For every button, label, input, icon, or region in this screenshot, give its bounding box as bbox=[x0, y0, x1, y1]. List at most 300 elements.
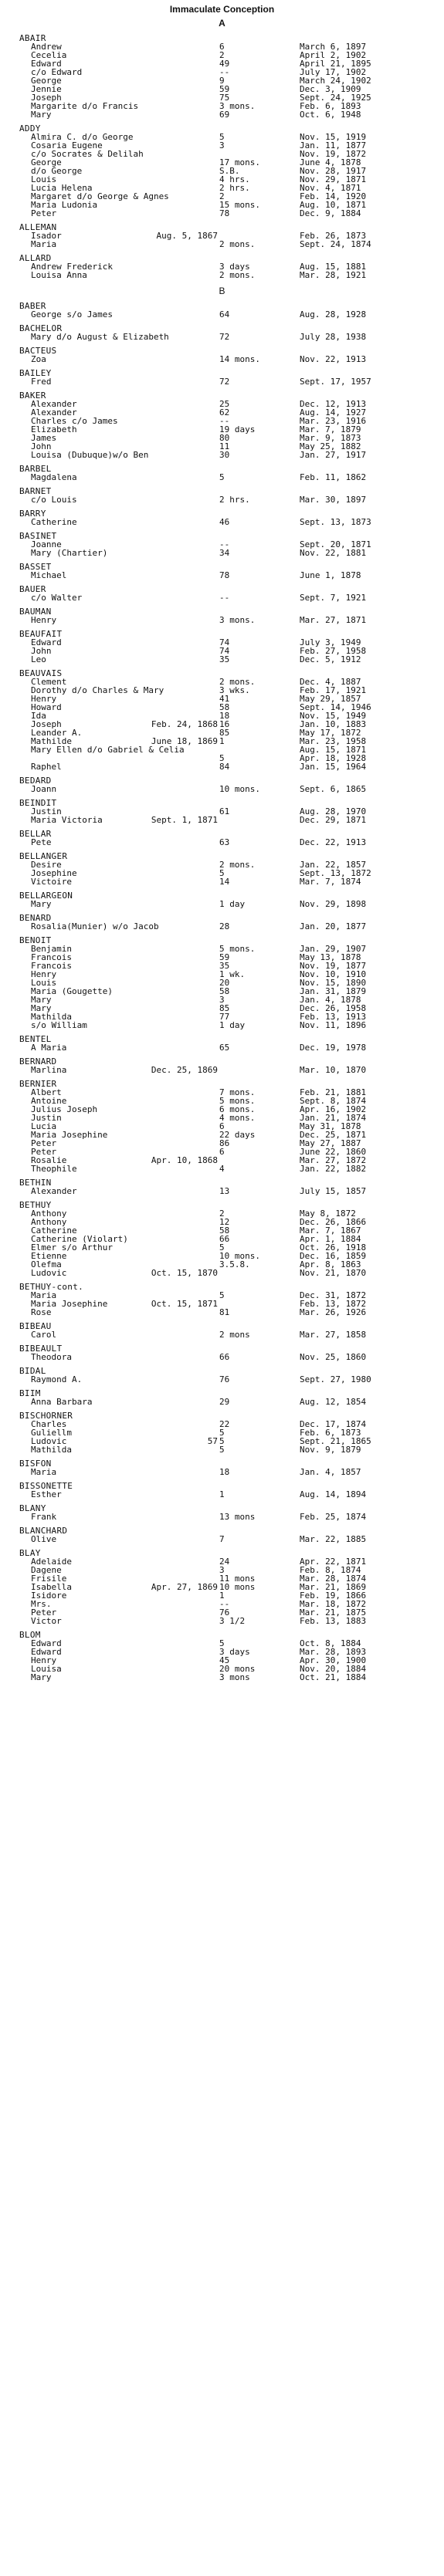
entry-birth-date: Apr. 10, 1868 bbox=[151, 1155, 218, 1165]
entry-name: Zoa bbox=[31, 354, 46, 364]
surname: BELLANGER bbox=[19, 851, 68, 861]
entry-age: 10 mons bbox=[219, 1582, 256, 1592]
entry-age: 14 bbox=[219, 877, 230, 887]
entry-name: Louis bbox=[31, 174, 57, 184]
surname-group bbox=[0, 223, 444, 248]
entry-death-date: Mar. 21, 1869 bbox=[300, 1582, 367, 1592]
entry-death-date: June 22, 1860 bbox=[300, 1147, 367, 1157]
surname-group bbox=[0, 347, 444, 363]
entry-age: 81 bbox=[219, 1307, 230, 1317]
entry-row bbox=[0, 838, 444, 847]
entry-age: 17 mons. bbox=[219, 157, 260, 167]
surname: BASSET bbox=[19, 562, 52, 572]
entry-name: Catherine (Violart) bbox=[31, 1234, 128, 1244]
surname-group bbox=[0, 369, 444, 386]
entry-name: Mrs. bbox=[31, 1599, 52, 1609]
entry-death-date: Nov. 19, 1872 bbox=[300, 149, 367, 159]
entry-age: 2 bbox=[219, 191, 225, 201]
entry-death-date: Apr. 16, 1902 bbox=[300, 1104, 367, 1114]
entry-age: 7 mons. bbox=[219, 1087, 256, 1097]
entry-name: Maria bbox=[31, 239, 57, 249]
entry-row bbox=[0, 310, 444, 319]
entry-name: Mary bbox=[31, 1672, 52, 1682]
entry-death-date: Jan. 4, 1857 bbox=[300, 1467, 361, 1477]
entry-age: 78 bbox=[219, 570, 230, 580]
entry-death-date: Aug. 14, 1894 bbox=[300, 1489, 367, 1499]
entry-name: Pete bbox=[31, 837, 52, 847]
surname: BISSONETTE bbox=[19, 1481, 73, 1491]
entry-age: 5 bbox=[219, 1428, 225, 1438]
entry-age: 4 hrs. bbox=[219, 174, 250, 184]
entry-death-date: Oct. 8, 1884 bbox=[300, 1638, 361, 1648]
entry-death-date: June 4, 1878 bbox=[300, 157, 361, 167]
entry-name: Mary Ellen d/o Gabriel & Celia bbox=[31, 745, 185, 755]
entry-death-date: Nov. 22, 1913 bbox=[300, 354, 367, 364]
entry-row bbox=[0, 1445, 444, 1454]
entry-age: 13 bbox=[219, 1186, 230, 1196]
entry-name: Carol bbox=[31, 1330, 57, 1340]
entry-age: S.B. bbox=[219, 166, 240, 176]
entry-death-date: Feb. 25, 1874 bbox=[300, 1512, 367, 1522]
entry-death-date: Nov. 28, 1917 bbox=[300, 166, 367, 176]
entry-birth-date: 57 bbox=[207, 1436, 218, 1446]
surname-group bbox=[0, 936, 444, 1029]
entry-name: Maria Victoria bbox=[31, 815, 103, 825]
surname-group bbox=[0, 1283, 444, 1317]
surname-group bbox=[0, 630, 444, 664]
entry-age: 3.5.8. bbox=[219, 1259, 250, 1269]
entry-age: 86 bbox=[219, 1138, 230, 1148]
entry-death-date: Dec. 4, 1887 bbox=[300, 677, 361, 687]
entry-row bbox=[0, 473, 444, 482]
entry-age: 59 bbox=[219, 84, 230, 94]
entry-age: 3 wks. bbox=[219, 685, 250, 695]
entry-age: 72 bbox=[219, 332, 230, 342]
surname: BACHELOR bbox=[19, 323, 63, 333]
entry-name: d/o George bbox=[31, 166, 83, 176]
surname: BLANCHARD bbox=[19, 1526, 68, 1536]
surname-group bbox=[0, 799, 444, 824]
entry-age: 2 mons. bbox=[219, 270, 256, 280]
entry-name: c/o Edward bbox=[31, 67, 83, 77]
entry-age: 25 bbox=[219, 399, 230, 409]
entry-age: 2 bbox=[219, 50, 225, 60]
entry-death-date: Feb. 6, 1893 bbox=[300, 101, 361, 111]
entry-row bbox=[0, 1165, 444, 1173]
entry-age: 3 bbox=[219, 995, 225, 1005]
surname-group bbox=[0, 465, 444, 482]
entry-age: 28 bbox=[219, 921, 230, 931]
entry-age: 5 bbox=[219, 1436, 225, 1446]
entry-name: Cosaria Eugene bbox=[31, 140, 103, 150]
entry-death-date: Feb. 17, 1921 bbox=[300, 685, 367, 695]
entry-death-date: Feb. 13, 1872 bbox=[300, 1299, 367, 1309]
entry-name: Raymond A. bbox=[31, 1374, 83, 1384]
entry-age: 20 mons bbox=[219, 1664, 256, 1674]
entry-age: 16 bbox=[219, 719, 230, 729]
entry-name: Mary bbox=[31, 899, 52, 909]
entry-death-date: Jan. 11, 1877 bbox=[300, 140, 367, 150]
entry-death-date: July 15, 1857 bbox=[300, 1186, 367, 1196]
entry-age: 7 bbox=[219, 1534, 225, 1544]
entry-death-date: Mar. 7, 1867 bbox=[300, 1225, 361, 1236]
entry-row bbox=[0, 1043, 444, 1052]
entry-age: 24 bbox=[219, 1557, 230, 1567]
entry-death-date: Nov. 20, 1884 bbox=[300, 1664, 367, 1674]
entry-birth-date: Dec. 25, 1869 bbox=[151, 1065, 218, 1075]
surname: BASINET bbox=[19, 531, 57, 541]
entry-name: John bbox=[31, 646, 52, 656]
entry-row bbox=[0, 1673, 444, 1682]
entry-name: Almira C. d/o George bbox=[31, 132, 134, 142]
surname: BISFON bbox=[19, 1459, 52, 1469]
entry-age: -- bbox=[219, 416, 230, 426]
entry-name: Margarite d/o Francis bbox=[31, 101, 139, 111]
entry-death-date: Dec. 29, 1871 bbox=[300, 815, 367, 825]
surname-group bbox=[0, 1035, 444, 1052]
entry-name: Leander A. bbox=[31, 728, 83, 738]
entry-age: 18 bbox=[219, 1467, 230, 1477]
surname: BLOM bbox=[19, 1630, 41, 1640]
entry-death-date: May 13, 1878 bbox=[300, 952, 361, 962]
entry-age: 66 bbox=[219, 1234, 230, 1244]
entry-age: 49 bbox=[219, 59, 230, 69]
entry-death-date: Apr. 8, 1863 bbox=[300, 1259, 361, 1269]
entry-age: 2 mons bbox=[219, 1330, 250, 1340]
entry-name: Maria (Gougette) bbox=[31, 986, 113, 996]
entry-death-date: Jan. 22, 1857 bbox=[300, 860, 367, 870]
surname-group bbox=[0, 669, 444, 771]
entry-death-date: Jan. 20, 1877 bbox=[300, 921, 367, 931]
entry-name: Josephine bbox=[31, 868, 77, 878]
entry-name: Mary d/o August & Elizabeth bbox=[31, 332, 169, 342]
entry-name: Joseph bbox=[31, 719, 62, 729]
entry-row bbox=[0, 1398, 444, 1406]
entry-name: Catherine bbox=[31, 1225, 77, 1236]
entry-age: 5 bbox=[219, 1242, 225, 1253]
entry-death-date: Nov. 4, 1871 bbox=[300, 183, 361, 193]
entry-death-date: Feb. 8, 1874 bbox=[300, 1565, 361, 1575]
entry-death-date: Dec. 25, 1871 bbox=[300, 1130, 367, 1140]
entry-name: Edward bbox=[31, 637, 62, 647]
entry-name: Marlina bbox=[31, 1065, 67, 1075]
surname: BAKER bbox=[19, 390, 46, 401]
entry-age: 3 mons bbox=[219, 1672, 250, 1682]
entry-row bbox=[0, 762, 444, 771]
entry-row bbox=[0, 495, 444, 504]
entry-age: 80 bbox=[219, 433, 230, 443]
entry-age: 84 bbox=[219, 762, 230, 772]
entry-name: Maria Josephine bbox=[31, 1299, 108, 1309]
entry-death-date: July 28, 1938 bbox=[300, 332, 367, 342]
surname: ADDY bbox=[19, 123, 41, 134]
entry-age: 1 bbox=[219, 1489, 225, 1499]
entry-death-date: Apr. 22, 1871 bbox=[300, 1557, 367, 1567]
entry-age: 30 bbox=[219, 450, 230, 460]
entry-row bbox=[0, 816, 444, 824]
surname-group bbox=[0, 563, 444, 580]
surname: BELLAR bbox=[19, 829, 52, 839]
entry-age: 45 bbox=[219, 1655, 230, 1665]
entry-age: 66 bbox=[219, 1352, 230, 1362]
surname: BEAUVAIS bbox=[19, 668, 63, 678]
entry-name: Mathilde bbox=[31, 736, 72, 746]
entry-name: Lucia Helena bbox=[31, 183, 93, 193]
entry-death-date: July 3, 1949 bbox=[300, 637, 361, 647]
entry-death-date: Nov. 29, 1871 bbox=[300, 174, 367, 184]
surname-group bbox=[0, 254, 444, 279]
entry-age: 20 bbox=[219, 978, 230, 988]
entry-name: Dagene bbox=[31, 1565, 62, 1575]
entry-age: 58 bbox=[219, 702, 230, 712]
entry-row bbox=[0, 1269, 444, 1277]
entry-death-date: Sept. 24, 1874 bbox=[300, 239, 371, 249]
entry-age: 58 bbox=[219, 1225, 230, 1236]
entry-age: 75 bbox=[219, 93, 230, 103]
surname: BABER bbox=[19, 301, 46, 311]
entry-age: 65 bbox=[219, 1043, 230, 1053]
entry-death-date: Dec. 9, 1884 bbox=[300, 208, 361, 218]
entry-row bbox=[0, 1021, 444, 1029]
entry-row bbox=[0, 1148, 444, 1156]
surname-group bbox=[0, 509, 444, 526]
entry-name: Charles bbox=[31, 1419, 67, 1429]
entry-name: Francois bbox=[31, 961, 72, 971]
entry-age: 1 bbox=[219, 1591, 225, 1601]
entry-death-date: Oct. 21, 1884 bbox=[300, 1672, 367, 1682]
entry-row bbox=[0, 1066, 444, 1074]
entry-death-date: Feb. 26, 1873 bbox=[300, 231, 367, 241]
entry-age: 3 bbox=[219, 1565, 225, 1575]
entry-row bbox=[0, 1353, 444, 1361]
surname-group bbox=[0, 1482, 444, 1499]
entry-age: 2 hrs. bbox=[219, 495, 250, 505]
surname: BLAY bbox=[19, 1548, 41, 1558]
entry-death-date: Jan. 22, 1882 bbox=[300, 1164, 367, 1174]
entry-name: Desire bbox=[31, 860, 62, 870]
entry-age: 5 bbox=[219, 1445, 225, 1455]
entry-age: 64 bbox=[219, 309, 230, 319]
entry-name: Victoire bbox=[31, 877, 72, 887]
entry-row bbox=[0, 333, 444, 341]
entry-death-date: Sept. 17, 1957 bbox=[300, 377, 371, 387]
entry-age: 2 hrs. bbox=[219, 183, 250, 193]
entry-name: Benjamin bbox=[31, 944, 72, 954]
entry-death-date: Mar. 27, 1871 bbox=[300, 615, 367, 625]
entry-birth-date: Apr. 27, 1869 bbox=[151, 1582, 218, 1592]
entry-age: 5 bbox=[219, 1290, 225, 1300]
entry-death-date: Mar. 21, 1875 bbox=[300, 1607, 367, 1618]
entry-name: Isidore bbox=[31, 1591, 67, 1601]
entry-name: Henry bbox=[31, 615, 57, 625]
entry-name: Esther bbox=[31, 1489, 62, 1499]
entry-name: Cecelia bbox=[31, 50, 67, 60]
entry-name: Maria bbox=[31, 1467, 57, 1477]
entry-age: 22 bbox=[219, 1419, 230, 1429]
surname: BAUMAN bbox=[19, 607, 52, 617]
entry-age: 1 bbox=[219, 736, 225, 746]
entry-death-date: Dec. 12, 1913 bbox=[300, 399, 367, 409]
surname-group bbox=[0, 487, 444, 504]
entry-death-date: Nov. 15, 1919 bbox=[300, 132, 367, 142]
entry-death-date: Apr. 30, 1900 bbox=[300, 1655, 367, 1665]
entry-death-date: Mar. 23, 1958 bbox=[300, 736, 367, 746]
entry-row bbox=[0, 785, 444, 793]
entry-age: 85 bbox=[219, 728, 230, 738]
entry-age: 85 bbox=[219, 1003, 230, 1013]
entry-name: s/o William bbox=[31, 1020, 87, 1030]
entry-name: Anthony bbox=[31, 1209, 67, 1219]
entry-death-date: Nov. 21, 1870 bbox=[300, 1268, 367, 1278]
surname-group bbox=[0, 1057, 444, 1074]
entry-age: 10 mons. bbox=[219, 1251, 260, 1261]
entry-row bbox=[0, 593, 444, 602]
entry-age: 35 bbox=[219, 654, 230, 664]
surname: BEINDIT bbox=[19, 798, 57, 808]
entry-name: Isador bbox=[31, 231, 62, 241]
entry-death-date: Mar. 22, 1885 bbox=[300, 1534, 367, 1544]
entry-age: 15 mons. bbox=[219, 200, 260, 210]
entry-death-date: Sept. 24, 1925 bbox=[300, 93, 371, 103]
entry-name: George bbox=[31, 157, 62, 167]
entry-death-date: Mar. 28, 1874 bbox=[300, 1574, 367, 1584]
entry-row bbox=[0, 1330, 444, 1339]
entry-death-date: Mar. 26, 1926 bbox=[300, 1307, 367, 1317]
entry-age: 76 bbox=[219, 1374, 230, 1384]
entry-name: Guliellm bbox=[31, 1428, 72, 1438]
entry-death-date: April 21, 1895 bbox=[300, 59, 371, 69]
entry-age: 35 bbox=[219, 961, 230, 971]
entry-name: Lucia bbox=[31, 1121, 57, 1131]
surname-group bbox=[0, 324, 444, 341]
entry-row bbox=[0, 571, 444, 580]
entry-age: 2 mons. bbox=[219, 860, 256, 870]
entry-name: Edward bbox=[31, 1647, 62, 1657]
entry-row bbox=[0, 1468, 444, 1476]
surname: ABAIR bbox=[19, 33, 46, 43]
entry-row bbox=[0, 1308, 444, 1317]
entry-name: Dorothy d/o Charles & Mary bbox=[31, 685, 164, 695]
entry-death-date: Dec. 5, 1912 bbox=[300, 654, 361, 664]
entry-age: 14 mons. bbox=[219, 354, 260, 364]
surname: BLANY bbox=[19, 1503, 46, 1513]
surname-group bbox=[0, 1504, 444, 1521]
surname-group bbox=[0, 1178, 444, 1195]
entry-name: Charles c/o James bbox=[31, 416, 118, 426]
surname-group bbox=[0, 1411, 444, 1454]
entry-age: 41 bbox=[219, 694, 230, 704]
entry-age: 78 bbox=[219, 208, 230, 218]
entry-death-date: Sept. 20, 1871 bbox=[300, 539, 371, 549]
surname-group bbox=[0, 1201, 444, 1277]
entry-birth-date: Sept. 1, 1871 bbox=[151, 815, 218, 825]
surname-group bbox=[0, 1367, 444, 1384]
entry-age: 12 bbox=[219, 1217, 230, 1227]
entry-name: Theophile bbox=[31, 1164, 77, 1174]
section-letter: A bbox=[219, 18, 225, 29]
entry-row bbox=[0, 451, 444, 459]
entry-death-date: Dec. 22, 1913 bbox=[300, 837, 367, 847]
surname: ALLARD bbox=[19, 253, 52, 263]
entry-name: Michael bbox=[31, 570, 67, 580]
entry-row bbox=[0, 355, 444, 363]
surname: BACTEUS bbox=[19, 346, 57, 356]
entry-death-date: Nov. 25, 1860 bbox=[300, 1352, 367, 1362]
entry-death-date: Jan. 27, 1917 bbox=[300, 450, 367, 460]
entry-age: -- bbox=[219, 539, 230, 549]
entry-name: Jennie bbox=[31, 84, 62, 94]
surname: BAUER bbox=[19, 584, 46, 594]
entry-age: 13 mons bbox=[219, 1512, 256, 1522]
entry-name: Albert bbox=[31, 1087, 62, 1097]
entry-name: Anna Barbara bbox=[31, 1397, 93, 1407]
entry-row bbox=[0, 1513, 444, 1521]
entry-name: Rosalie bbox=[31, 1155, 67, 1165]
entry-row bbox=[0, 1375, 444, 1384]
surname: BARRY bbox=[19, 509, 46, 519]
entry-age: 11 mons bbox=[219, 1574, 256, 1584]
entry-name: Maria bbox=[31, 1290, 57, 1300]
entry-row bbox=[0, 209, 444, 218]
entry-birth-date: Oct. 15, 1870 bbox=[151, 1268, 218, 1278]
entry-row bbox=[0, 1187, 444, 1195]
entry-age: 6 mons. bbox=[219, 1104, 256, 1114]
entry-name: Peter bbox=[31, 1147, 57, 1157]
entry-name: c/o Socrates & Delilah bbox=[31, 149, 144, 159]
entry-death-date: Dec. 3, 1909 bbox=[300, 84, 361, 94]
surname-group bbox=[0, 391, 444, 459]
entry-age: 6 bbox=[219, 1147, 225, 1157]
entry-death-date: Mar. 9, 1873 bbox=[300, 433, 361, 443]
entry-row bbox=[0, 1490, 444, 1499]
surname-group bbox=[0, 914, 444, 931]
entry-name: Alexander bbox=[31, 407, 77, 418]
entry-name: Henry bbox=[31, 694, 57, 704]
entry-death-date: Mar. 18, 1872 bbox=[300, 1599, 367, 1609]
entry-age: 6 bbox=[219, 42, 225, 52]
entry-death-date: May 27, 1887 bbox=[300, 1138, 361, 1148]
entry-death-date: Nov. 15, 1890 bbox=[300, 978, 367, 988]
entry-name: Maria Ludonia bbox=[31, 200, 98, 210]
entry-name: Howard bbox=[31, 702, 62, 712]
entry-name: Mathilda bbox=[31, 1012, 72, 1022]
entry-death-date: May 8, 1872 bbox=[300, 1209, 356, 1219]
entry-name: Louisa bbox=[31, 1664, 62, 1674]
entry-name: c/o Louis bbox=[31, 495, 77, 505]
entry-death-date: Aug. 10, 1871 bbox=[300, 200, 367, 210]
entry-name: Peter bbox=[31, 1607, 57, 1618]
entry-name: Frank bbox=[31, 1512, 57, 1522]
entry-name: Isabella bbox=[31, 1582, 72, 1592]
entry-name: Olefma bbox=[31, 1259, 62, 1269]
entry-name: Adelaide bbox=[31, 1557, 72, 1567]
entry-name: Anthony bbox=[31, 1217, 67, 1227]
entry-name: Antoine bbox=[31, 1096, 67, 1106]
entry-death-date: Jan. 21, 1874 bbox=[300, 1113, 367, 1123]
entry-row bbox=[0, 549, 444, 557]
surname-group bbox=[0, 34, 444, 119]
entry-age: 6 bbox=[219, 1121, 225, 1131]
entry-age: 1 wk. bbox=[219, 969, 246, 979]
entry-name: Justin bbox=[31, 1113, 62, 1123]
entry-age: -- bbox=[219, 67, 230, 77]
surname-group bbox=[0, 607, 444, 624]
entry-row bbox=[0, 616, 444, 624]
entry-birth-date: Aug. 5, 1867 bbox=[156, 231, 218, 241]
surname: BENTEL bbox=[19, 1034, 52, 1044]
entry-name: Ida bbox=[31, 711, 46, 721]
entry-name: Julius Joseph bbox=[31, 1104, 98, 1114]
